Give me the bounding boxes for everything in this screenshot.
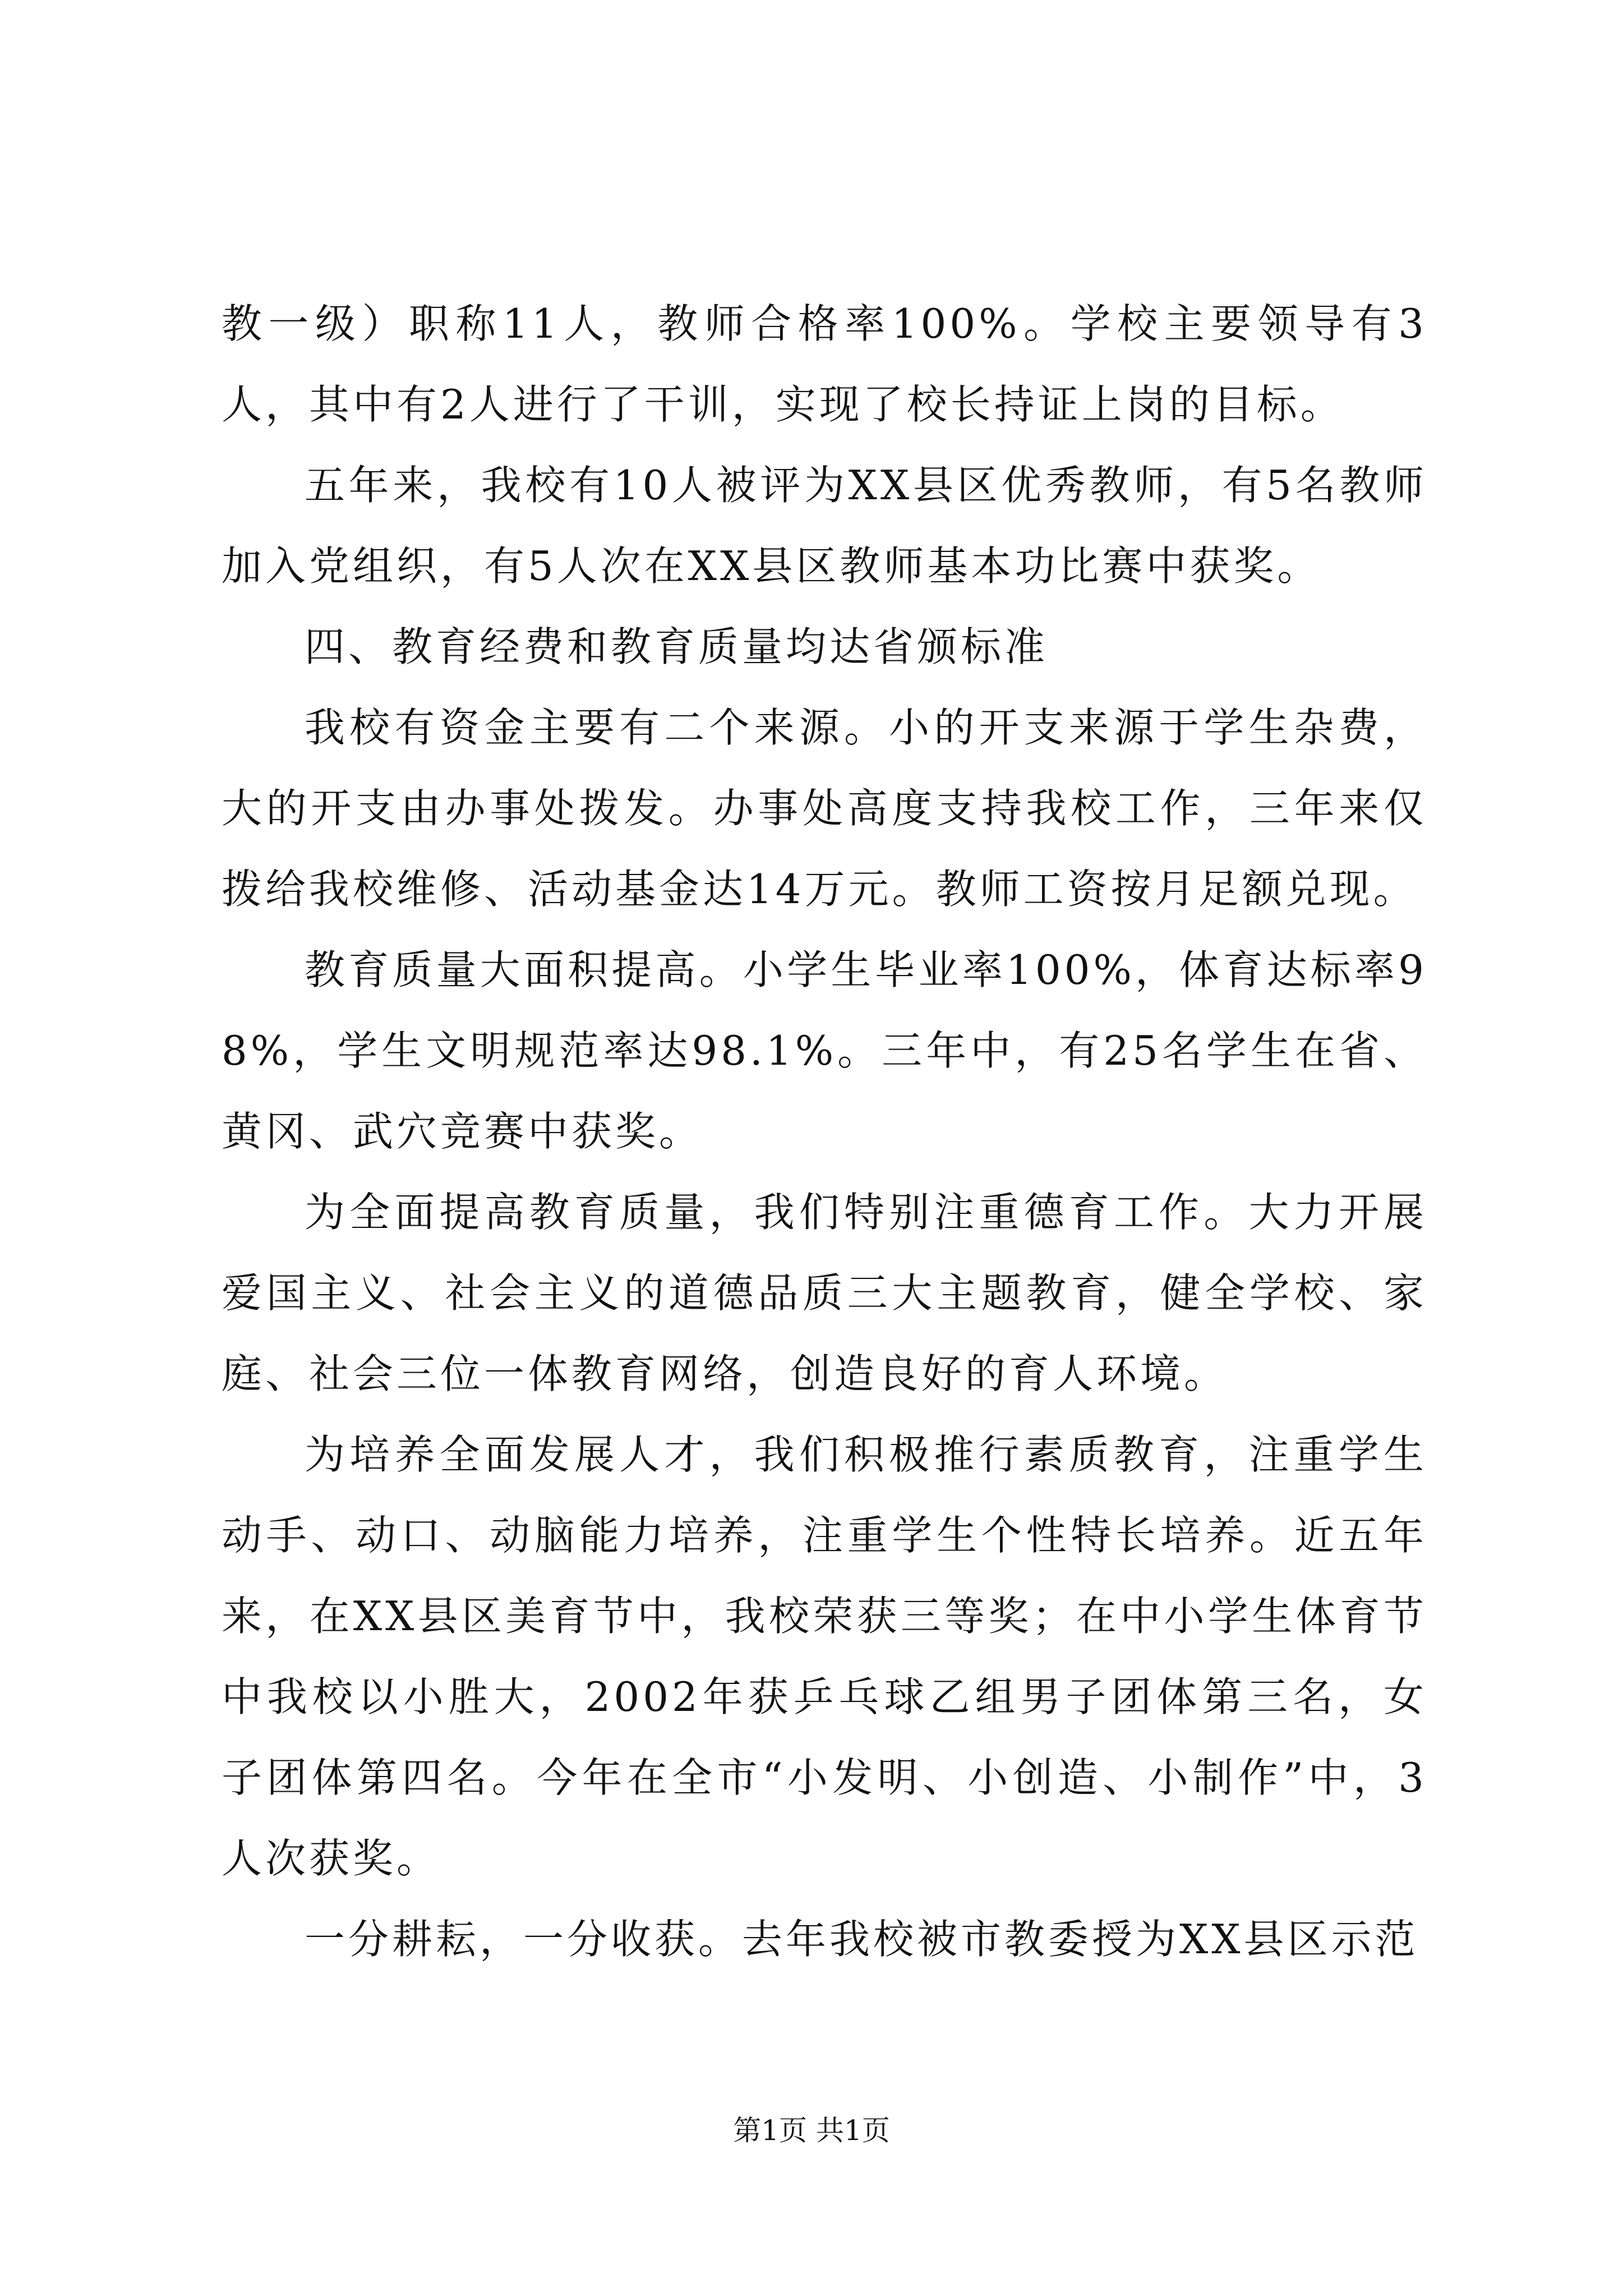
paragraph-5: 为全面提高教育质量，我们特别注重德育工作。大力开展爱国主义、社会主义的道德品质三大主题教育，健全学校、家庭、社会三位一体教育网络，创造良好的育人环境。 [222,1189,1427,1397]
paragraph-6: 为培养全面发展人才，我们积极推行素质教育，注重学生动手、动口、动脑能力培养，注重学生个性特长培养。近五年来，在XX县区美育节中，我校荣获三等奖；在中小学生体育节中我校以小胜大，2002年获乒乓球乙组男子团体第三名，女子团体第四名。今年在全市“小发明、小创造、小制作”中，3人次获奖。 [222,1431,1427,1882]
section-heading: 四、教育经费和教育质量均达省颁标准 [305,623,1049,670]
paragraph-1: 教一级）职称11人，教师合格率100%。学校主要领导有3人，其中有2人进行了干训，实现了校长持证上岗的目标。 [222,300,1427,428]
paragraph-4: 教育质量大面积提高。小学生毕业率100%，体育达标率98%，学生文明规范率达98.1%。三年中，有25名学生在省、黄冈、武穴竞赛中获奖。 [222,946,1427,1155]
paragraph-2: 五年来，我校有10人被评为XX县区优秀教师，有5名教师加入党组织，有5人次在XX县区教师基本功比赛中获奖。 [222,462,1427,590]
paragraph-3: 我校有资金主要有二个来源。小的开支来源于学生杂费，大的开支由办事处拨发。办事处高度支持我校工作，三年来仅拨给我校维修、活动基金达14万元。教师工资按月足额兑现。 [222,704,1427,913]
document-body [222,283,1427,1980]
paragraph-7: 一分耕耘，一分收获。去年我校被市教委授为XX县区示范 [305,1916,1419,1963]
page-footer: 第1页 共1页 [733,2114,890,2147]
